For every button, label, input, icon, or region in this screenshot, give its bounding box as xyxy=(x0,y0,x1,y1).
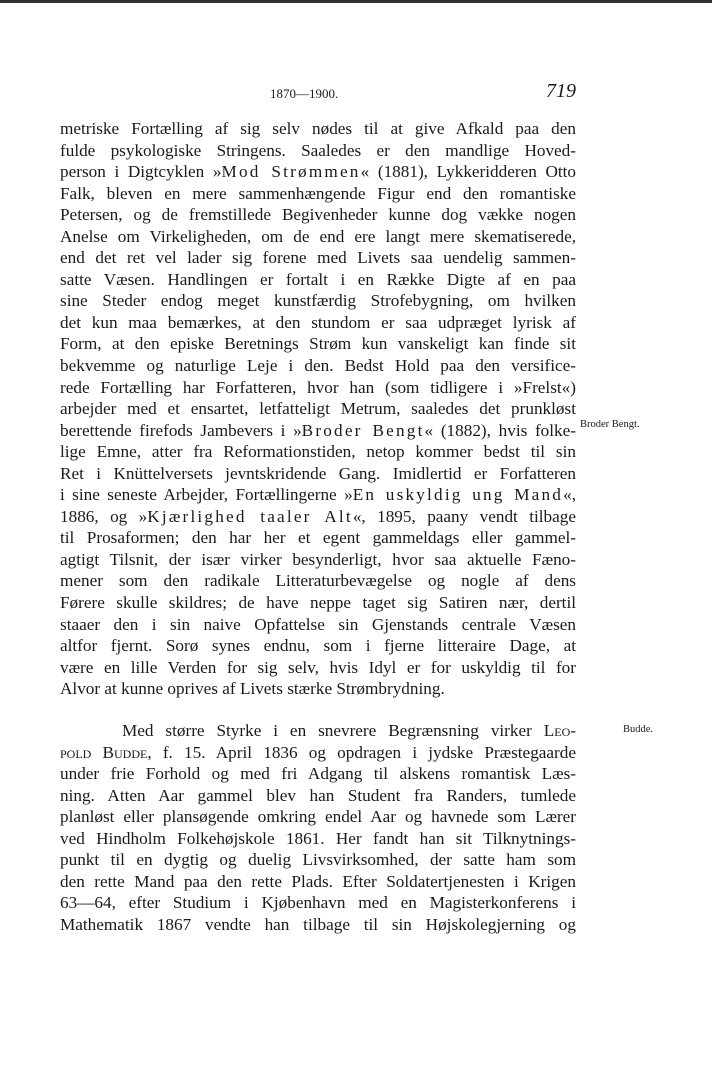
text-line xyxy=(60,806,576,828)
text-segment: Mathematik 1867 vendte han tilbage til sin Højskolegjerning og xyxy=(60,914,576,934)
text-segment: «, xyxy=(563,485,576,505)
text-segment: Med større Styrke i en snevrere Begrænsning virker xyxy=(122,721,544,740)
text-segment: arbejder med et ensartet, letfatteligt Metrum, saaledes det prunkløst xyxy=(60,399,576,419)
paragraph-1 xyxy=(60,118,576,700)
text-segment: satte Væsen. Handlingen er fortalt i en Række Digte af en paa xyxy=(60,269,576,289)
text-line xyxy=(60,333,576,355)
text-segment: rede Fortælling har Forfatteren, hvor han (som tidligere i »Frelst«) xyxy=(60,377,576,397)
text-line xyxy=(60,140,576,162)
text-segment: Alvor at kunne oprives af Livets stærke Strømbrydning. xyxy=(60,679,445,699)
text-line xyxy=(60,226,576,248)
text-segment: punkt til en dygtig og duelig Livsvirksomhed, der satte ham som xyxy=(60,850,576,870)
text-segment: ning. Atten Aar gammel blev han Student fra Randers, tumlede xyxy=(60,785,576,805)
text-segment: altfor fjernt. Sorø synes endnu, som i fjerne litteraire Dage, at xyxy=(60,636,576,656)
text-segment: ved Hindholm Folkehøjskole 1861. Her fandt han sit Tilknytnings- xyxy=(60,828,576,848)
text-line xyxy=(60,914,576,936)
text-segment: berettende firefods Jambevers i » xyxy=(60,420,302,440)
text-line xyxy=(60,441,576,463)
text-line xyxy=(60,398,576,420)
text-line xyxy=(60,506,576,528)
text-segment: end det ret vel lader sig forene med Livets saa uendelig sammen- xyxy=(60,248,576,268)
text-segment: sine Steder endog meget kunstfærdig Strofebygning, om hvilken xyxy=(60,291,576,311)
text-segment: være en lille Verden for sig selv, hvis Idyl er for uskyldig til for xyxy=(60,657,576,677)
text-segment: 1886, og » xyxy=(60,506,148,526)
text-segment: bekvemme og naturlige Leje i den. Bedst Hold paa den versifice- xyxy=(60,356,576,376)
text-line xyxy=(60,720,576,742)
text-line xyxy=(60,592,576,614)
running-title: 1870—1900. xyxy=(270,86,339,101)
text-segment: , f. 15. April 1836 og opdragen i jydske Præstegaarde xyxy=(147,742,576,762)
text-segment: det kun maa bemærkes, at den stundom er saa udpræget lyrisk af xyxy=(60,312,576,332)
text-line xyxy=(60,763,576,785)
text-line xyxy=(60,161,576,183)
text-line xyxy=(60,290,576,312)
text-segment: Ret i Knüttelversets jevntskridende Gang. Imidlertid er Forfatteren xyxy=(60,463,576,483)
work-title: Kjærlighed taaler Alt xyxy=(147,506,353,526)
text-line xyxy=(60,570,576,592)
text-segment: Form, at den episke Beretnings Strøm kun vanskeligt kan finde sit xyxy=(60,334,576,354)
text-segment: staaer den i sin naive Opfattelse sin Gjenstands centrale Væsen xyxy=(60,614,576,634)
page-top-edge xyxy=(0,0,712,3)
text-line xyxy=(60,463,576,485)
text-segment: Petersen, og de fremstillede Begivenheder kunne dog vække nogen xyxy=(60,205,576,225)
text-segment: «, 1895, paany vendt tilbage xyxy=(352,506,577,526)
text-segment: 63—64, efter Studium i Kjøbenhavn med en Magisterkonferens i xyxy=(60,893,576,913)
text-line xyxy=(60,312,576,334)
text-line xyxy=(60,657,576,679)
text-line xyxy=(60,204,576,226)
text-segment: « (1881), Lykkeridderen Otto xyxy=(360,162,577,182)
text-segment: Anelse om Virkeligheden, om de end ere langt mere skematiserede, xyxy=(60,226,576,246)
text-line xyxy=(60,484,576,506)
work-title: Mod Strømmen xyxy=(221,162,361,182)
author-name: Leo- xyxy=(543,721,576,740)
text-line xyxy=(60,635,576,657)
text-segment: planløst eller plansøgende omkring endel Aar og havnede som Lærer xyxy=(60,807,576,827)
text-line xyxy=(60,892,576,914)
text-segment: under frie Forhold og med fri Adgang til alskens romantisk Læs- xyxy=(60,764,576,784)
text-line xyxy=(60,377,576,399)
text-line xyxy=(60,678,576,700)
work-title: En uskyldig ung Mand xyxy=(352,485,564,505)
text-line xyxy=(60,614,576,636)
text-segment: Falk, bleven en mere sammenhængende Figur end den romantiske xyxy=(60,183,576,203)
text-segment: metriske Fortælling af sig selv nødes til at give Afkald paa den xyxy=(60,119,576,138)
text-line xyxy=(60,118,576,140)
text-line xyxy=(60,527,576,549)
text-line xyxy=(60,247,576,269)
text-line xyxy=(60,871,576,893)
text-line xyxy=(60,742,576,764)
text-segment: i sine seneste Arbejder, Fortællingerne » xyxy=(60,485,353,505)
text-line xyxy=(60,828,576,850)
work-title: Broder Bengt xyxy=(301,420,425,440)
text-segment: fulde psykologiske Stringens. Saaledes er den mandlige Hoved- xyxy=(60,140,576,160)
text-line xyxy=(60,849,576,871)
text-line xyxy=(60,785,576,807)
author-name: pold Budde xyxy=(60,742,148,762)
page-number: 719 xyxy=(546,80,576,102)
margin-note-broder-bengt: Broder Bengt. xyxy=(580,419,640,430)
text-line xyxy=(60,420,576,442)
text-segment: Førere skulle skildres; de have neppe taget sig Satiren nær, dertil xyxy=(60,593,576,613)
text-segment: lige Emne, atter fra Reformationstiden, netop kommer bedst til sin xyxy=(60,442,576,462)
text-segment: mener som den radikale Litteraturbevægelse og nogle af dens xyxy=(60,571,576,591)
text-segment: til Prosaformen; den har her et egent gammeldags eller gammel- xyxy=(60,528,576,548)
margin-note-budde: Budde. xyxy=(623,724,654,735)
text-segment: agtigt Tilsnit, der især virker besynderligt, hvor saa aktuelle Fæno- xyxy=(60,549,576,569)
paragraph-2 xyxy=(60,720,576,935)
text-segment: den rette Mand paa den rette Plads. Efter Soldatertjenesten i Krigen xyxy=(60,871,576,891)
text-line xyxy=(60,269,576,291)
text-line xyxy=(60,183,576,205)
text-segment: person i Digtcyklen » xyxy=(60,162,222,182)
text-segment: « (1882), hvis folke- xyxy=(424,420,577,440)
text-line xyxy=(60,549,576,571)
text-line xyxy=(60,355,576,377)
